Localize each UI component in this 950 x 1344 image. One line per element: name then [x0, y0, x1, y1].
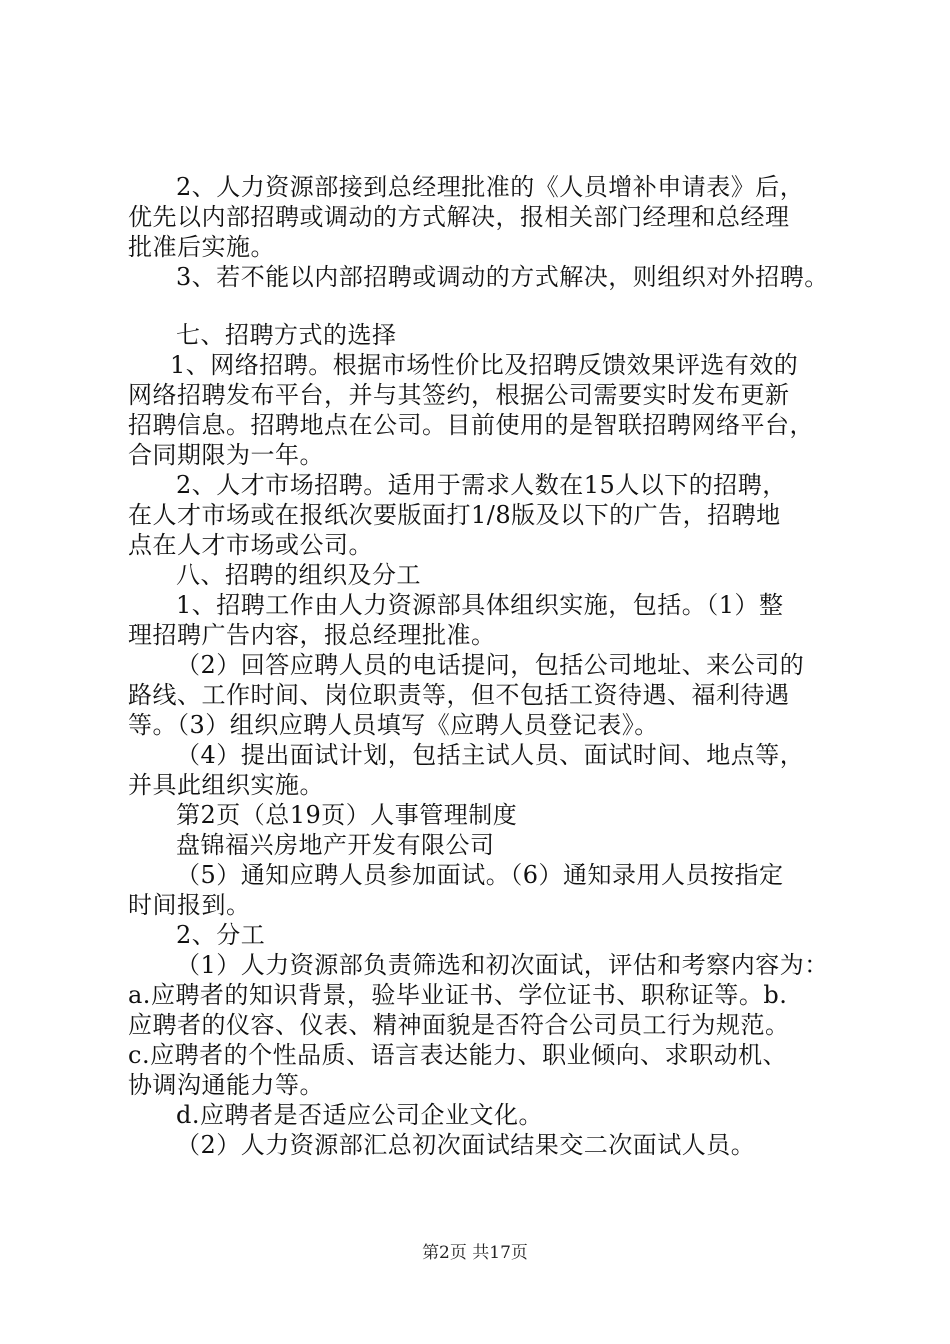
text-line: （2）回答应聘人员的电话提问，包括公司地址、来公司的 — [176, 651, 805, 679]
running-header-text: 第2页（总19页）人事管理制度 — [176, 801, 518, 829]
text-line: 2、人才市场招聘。适用于需求人数在15人以下的招聘， — [176, 471, 787, 499]
text-line: 点在人才市场或公司。 — [128, 531, 373, 559]
text-line: 在人才市场或在报纸次要版面打1/8版及以下的广告，招聘地 — [128, 501, 781, 529]
section-heading: 八、招聘的组织及分工 — [176, 561, 421, 589]
paragraph-5 — [128, 590, 848, 650]
text-line: a.应聘者的知识背景，验毕业证书、学位证书、职称证等。b. — [128, 981, 788, 1009]
text-line: 应聘者的仪容、仪表、精神面貌是否符合公司员工行为规范。 — [128, 1011, 790, 1039]
text-line: 协调沟通能力等。 — [128, 1071, 324, 1099]
section-heading: 七、招聘方式的选择 — [176, 321, 397, 349]
text-line: 2、人力资源部接到总经理批准的《人员增补申请表》后， — [176, 173, 805, 201]
paragraph-12 — [128, 950, 848, 1100]
text-line: 1、招聘工作由人力资源部具体组织实施，包括。（1）整 — [176, 591, 784, 619]
text-line: 并具此组织实施。 — [128, 771, 324, 799]
text-line: （4）提出面试计划，包括主试人员、面试时间、地点等， — [176, 741, 805, 769]
text-line: （5）通知应聘人员参加面试。（6）通知录用人员按指定 — [176, 861, 784, 889]
company-name: 盘锦福兴房地产开发有限公司 — [176, 831, 495, 859]
text-line: 合同期限为一年。 — [128, 441, 324, 469]
text-line: c.应聘者的个性品质、语言表达能力、职业倾向、求职动机、 — [128, 1041, 788, 1069]
section-heading-7 — [128, 320, 848, 350]
paragraph-9 — [128, 830, 848, 860]
paragraph-11 — [128, 920, 848, 950]
paragraph-7 — [128, 740, 848, 800]
paragraph-8 — [128, 800, 848, 830]
text-line: 网络招聘发布平台，并与其签约，根据公司需要实时发布更新 — [128, 381, 790, 409]
paragraph-2 — [128, 262, 848, 292]
text-line: （1）人力资源部负责筛选和初次面试，评估和考察内容为： — [176, 951, 829, 979]
text-line: 3、若不能以内部招聘或调动的方式解决，则组织对外招聘。 — [176, 263, 829, 291]
text-line: 路线、工作时间、岗位职责等，但不包括工资待遇、福利待遇 — [128, 681, 790, 709]
section-heading-8 — [128, 560, 848, 590]
document-body — [128, 172, 848, 1160]
text-line: 等。（3）组织应聘人员填写《应聘人员登记表》。 — [128, 711, 659, 739]
text-line: 优先以内部招聘或调动的方式解决，报相关部门经理和总经理 — [128, 203, 790, 231]
text-line: 理招聘广告内容，报总经理批准。 — [128, 621, 496, 649]
paragraph-spacer — [128, 292, 848, 320]
paragraph-13 — [128, 1100, 848, 1130]
text-line: 招聘信息。招聘地点在公司。目前使用的是智联招聘网络平台， — [128, 411, 814, 439]
subsection-heading: 2、分工 — [176, 921, 266, 949]
paragraph-3 — [128, 350, 848, 470]
paragraph-1 — [128, 172, 848, 262]
paragraph-6 — [128, 650, 848, 740]
paragraph-4 — [128, 470, 848, 560]
text-line: 批准后实施。 — [128, 233, 275, 261]
text-line: 时间报到。 — [128, 891, 251, 919]
text-line: 1、网络招聘。根据市场性价比及招聘反馈效果评选有效的 — [170, 351, 799, 379]
paragraph-14 — [128, 1130, 848, 1160]
page-footer: 第2页 共17页 — [422, 1243, 528, 1263]
paragraph-10 — [128, 860, 848, 920]
text-line: d.应聘者是否适应公司企业文化。 — [176, 1101, 543, 1129]
text-line: （2）人力资源部汇总初次面试结果交二次面试人员。 — [176, 1131, 756, 1159]
